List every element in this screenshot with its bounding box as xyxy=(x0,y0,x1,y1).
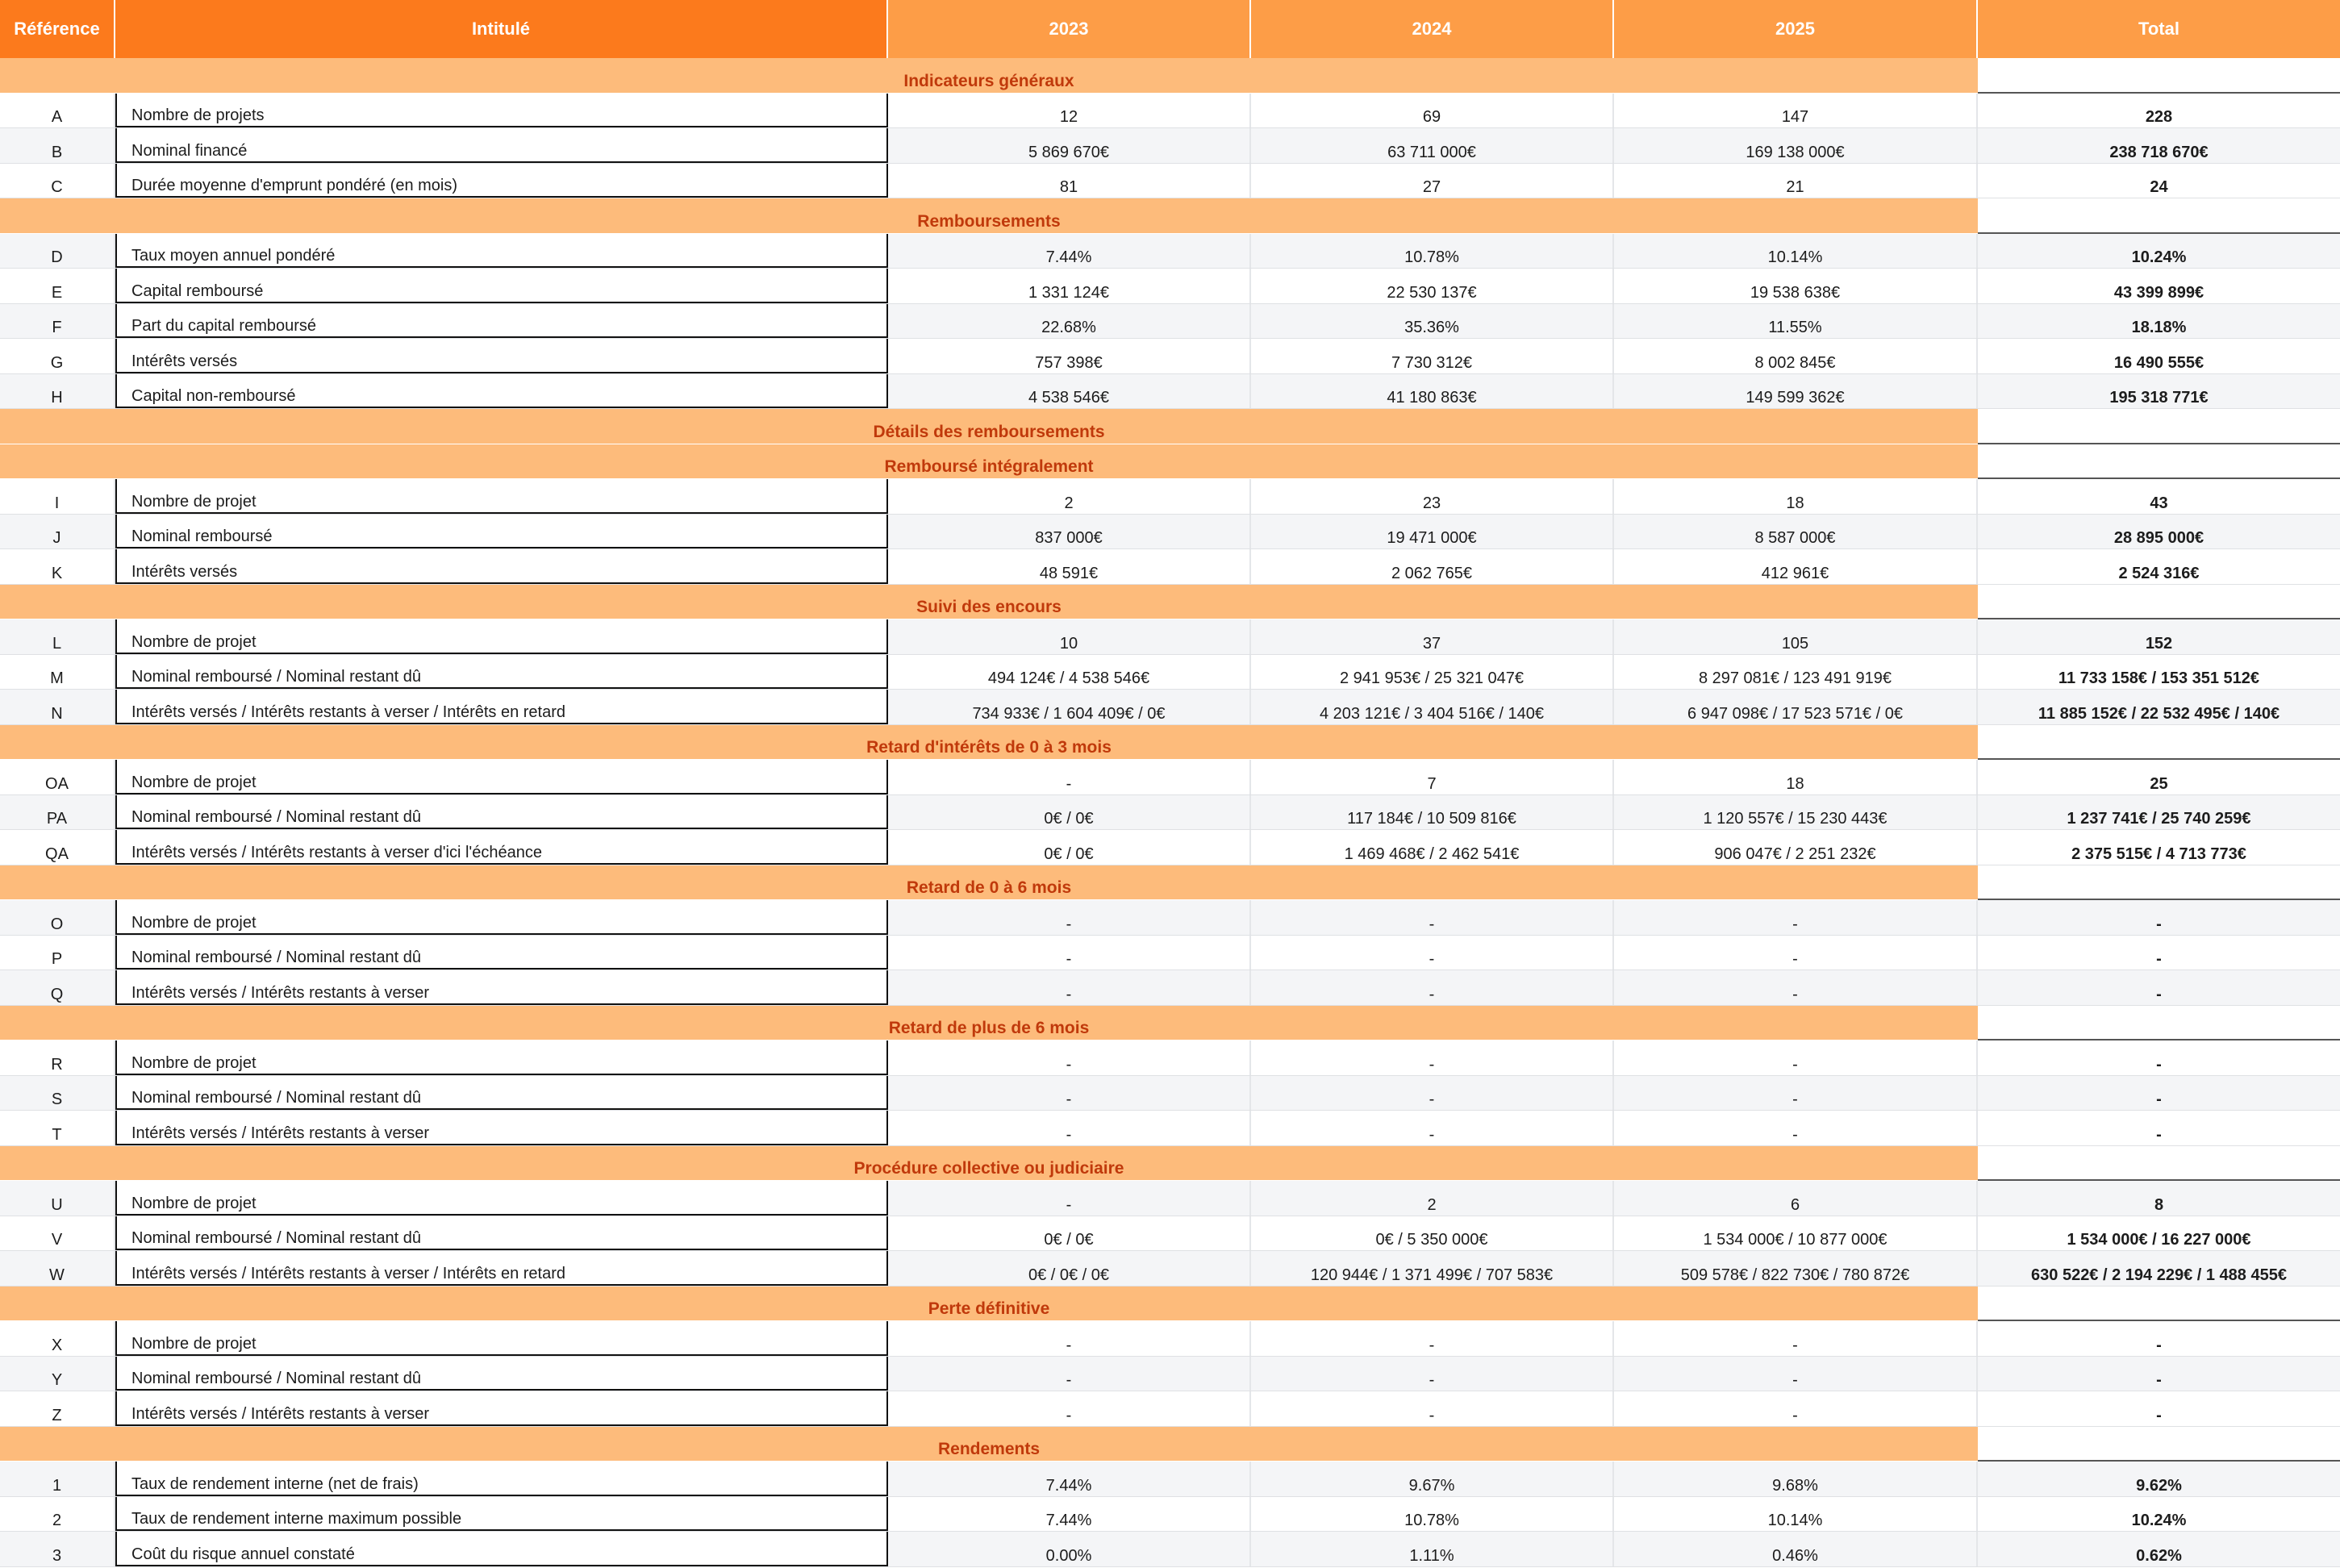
value-2023-cell[interactable]: 81 xyxy=(888,164,1251,198)
value-2025-cell[interactable]: 10.14% xyxy=(1614,1497,1978,1532)
total-cell[interactable]: 10.24% xyxy=(2131,248,2187,266)
table-row xyxy=(0,1181,2340,1216)
column-header-intitule[interactable]: Intitulé xyxy=(115,0,888,58)
total-cell[interactable]: - xyxy=(2156,1336,2162,1354)
total-cell[interactable]: 2 524 316€ xyxy=(2118,564,2200,582)
value-2023-cell[interactable]: 0€ / 0€ xyxy=(888,1216,1251,1251)
reference-cell[interactable]: U xyxy=(0,1181,115,1216)
value-2025-cell[interactable]: 509 578€ / 822 730€ / 780 872€ xyxy=(1614,1251,1978,1286)
value-2025-cell[interactable]: - xyxy=(1614,1321,1978,1356)
section-total-cell[interactable] xyxy=(1978,865,2340,901)
total-cell[interactable]: 1 237 741€ / 25 740 259€ xyxy=(2067,810,2251,828)
reference-cell[interactable]: X xyxy=(0,1321,115,1356)
label-cell[interactable]: Intérêts versés / Intérêts restants à verser / Intérêts en retard xyxy=(115,1251,888,1286)
table-row xyxy=(0,549,2340,585)
value-2025-cell[interactable]: 11.55% xyxy=(1614,304,1978,339)
reference-cell[interactable]: 1 xyxy=(0,1462,115,1496)
total-cell[interactable]: 1 534 000€ / 16 227 000€ xyxy=(2067,1231,2251,1249)
value-2023-cell[interactable]: - xyxy=(888,1040,1251,1075)
reference-cell[interactable]: N xyxy=(0,690,115,724)
section-header-row xyxy=(0,198,2340,234)
section-header-row xyxy=(0,58,2340,94)
total-cell[interactable]: 8 xyxy=(2154,1195,2164,1214)
total-cell[interactable]: 11 885 152€ / 22 532 495€ / 140€ xyxy=(2038,704,2280,723)
table-row xyxy=(0,760,2340,795)
value-2025-cell[interactable]: - xyxy=(1614,1040,1978,1075)
section-total-cell[interactable] xyxy=(1978,1006,2340,1041)
value-2023-cell[interactable]: 837 000€ xyxy=(888,515,1251,549)
section-total-cell[interactable] xyxy=(1978,725,2340,761)
total-cell[interactable]: - xyxy=(2156,985,2162,1003)
total-cell[interactable]: 195 318 771€ xyxy=(2109,389,2209,407)
table-row xyxy=(0,94,2340,129)
reference-cell[interactable]: H xyxy=(0,374,115,409)
value-2025-cell[interactable]: - xyxy=(1614,936,1978,970)
total-cell[interactable]: 0.62% xyxy=(2136,1546,2182,1565)
value-2024-cell[interactable]: 2 941 953€ / 25 321 047€ xyxy=(1251,655,1614,690)
total-cell[interactable]: 2 375 515€ / 4 713 773€ xyxy=(2071,844,2246,863)
label-cell[interactable]: Intérêts versés / Intérêts restants à verser / Intérêts en retard xyxy=(115,690,888,724)
section-total-cell[interactable] xyxy=(1978,585,2340,620)
label-cell[interactable]: Capital non-remboursé xyxy=(115,374,888,409)
value-2023-cell[interactable]: - xyxy=(888,970,1251,1005)
section-title: Retard d'intérêts de 0 à 3 mois xyxy=(0,725,1978,761)
value-2024-cell[interactable]: 1.11% xyxy=(1251,1532,1614,1566)
table-row xyxy=(0,304,2340,340)
value-2024-cell[interactable]: 27 xyxy=(1251,164,1614,198)
section-title: Indicateurs généraux xyxy=(0,58,1978,94)
value-2025-cell[interactable]: 10.14% xyxy=(1614,234,1978,269)
table-row xyxy=(0,1111,2340,1146)
value-2023-cell[interactable]: - xyxy=(888,1076,1251,1111)
label-cell[interactable]: Nombre de projet xyxy=(115,479,888,514)
table-row xyxy=(0,795,2340,831)
value-2023-cell[interactable]: 22.68% xyxy=(888,304,1251,339)
label-cell[interactable]: Nombre de projet xyxy=(115,900,888,935)
table-row xyxy=(0,655,2340,690)
value-2024-cell[interactable]: - xyxy=(1251,1076,1614,1111)
section-total-cell[interactable] xyxy=(1978,1146,2340,1182)
value-2025-cell[interactable]: - xyxy=(1614,1076,1978,1111)
section-header-row xyxy=(0,725,2340,761)
section-title: Retard de plus de 6 mois xyxy=(0,1006,1978,1041)
label-cell[interactable]: Intérêts versés xyxy=(115,339,888,373)
value-2024-cell[interactable]: - xyxy=(1251,1321,1614,1356)
reference-cell[interactable]: S xyxy=(0,1076,115,1111)
value-2023-cell[interactable]: - xyxy=(888,936,1251,970)
label-cell[interactable]: Nominal remboursé / Nominal restant dû xyxy=(115,1076,888,1111)
section-total-cell[interactable] xyxy=(1978,198,2340,234)
value-2024-cell[interactable]: 4 203 121€ / 3 404 516€ / 140€ xyxy=(1251,690,1614,724)
total-cell[interactable]: 152 xyxy=(2145,634,2173,653)
value-2023-cell[interactable]: 12 xyxy=(888,94,1251,128)
value-2024-cell[interactable]: 35.36% xyxy=(1251,304,1614,339)
table-row xyxy=(0,900,2340,936)
value-2024-cell[interactable]: - xyxy=(1251,970,1614,1005)
total-cell[interactable]: 228 xyxy=(2145,108,2173,126)
value-2024-cell[interactable]: 7 xyxy=(1251,760,1614,794)
value-2023-cell[interactable]: 7.44% xyxy=(888,1462,1251,1496)
value-2023-cell[interactable]: - xyxy=(888,760,1251,794)
value-2024-cell[interactable]: - xyxy=(1251,1391,1614,1426)
reference-cell[interactable]: PA xyxy=(0,795,115,830)
reference-cell[interactable]: 2 xyxy=(0,1497,115,1532)
section-title: Perte définitive xyxy=(0,1287,1978,1322)
reference-cell[interactable]: K xyxy=(0,549,115,584)
value-2025-cell[interactable]: 906 047€ / 2 251 232€ xyxy=(1614,830,1978,865)
total-cell[interactable]: 28 895 000€ xyxy=(2113,529,2204,547)
reference-cell[interactable]: V xyxy=(0,1216,115,1251)
value-2025-cell[interactable]: 21 xyxy=(1614,164,1978,198)
value-2025-cell[interactable]: 169 138 000€ xyxy=(1614,128,1978,163)
value-2024-cell[interactable]: - xyxy=(1251,1111,1614,1145)
table-row xyxy=(0,339,2340,374)
value-2023-cell[interactable]: 1 331 124€ xyxy=(888,269,1251,303)
value-2024-cell[interactable]: 2 062 765€ xyxy=(1251,549,1614,584)
value-2023-cell[interactable]: 48 591€ xyxy=(888,549,1251,584)
reference-cell[interactable]: G xyxy=(0,339,115,373)
label-cell[interactable]: Nominal remboursé / Nominal restant dû xyxy=(115,655,888,690)
reference-cell[interactable]: Q xyxy=(0,970,115,1005)
value-2024-cell[interactable]: 19 471 000€ xyxy=(1251,515,1614,549)
table-row xyxy=(0,1462,2340,1497)
total-cell[interactable]: 16 490 555€ xyxy=(2113,353,2204,372)
label-cell[interactable]: Nominal remboursé / Nominal restant dû xyxy=(115,1216,888,1251)
reference-cell[interactable]: F xyxy=(0,304,115,339)
reference-cell[interactable]: B xyxy=(0,128,115,163)
table-header-row xyxy=(0,0,2340,58)
section-header-row xyxy=(0,1287,2340,1322)
column-header-total[interactable]: Total xyxy=(1978,0,2340,58)
label-cell[interactable]: Coût du risque annuel constaté xyxy=(115,1532,888,1566)
table-row xyxy=(0,1040,2340,1076)
total-cell[interactable]: - xyxy=(2156,1406,2162,1424)
reference-cell[interactable]: I xyxy=(0,479,115,514)
value-2024-cell[interactable]: 41 180 863€ xyxy=(1251,374,1614,409)
total-cell[interactable]: 630 522€ / 2 194 229€ / 1 488 455€ xyxy=(2031,1266,2287,1284)
value-2025-cell[interactable]: 412 961€ xyxy=(1614,549,1978,584)
total-cell[interactable]: - xyxy=(2156,1055,2162,1074)
table-row xyxy=(0,830,2340,865)
value-2023-cell[interactable]: 0.00% xyxy=(888,1532,1251,1566)
label-cell[interactable]: Intérêts versés xyxy=(115,549,888,584)
value-2024-cell[interactable]: 9.67% xyxy=(1251,1462,1614,1496)
total-cell[interactable]: 43 399 899€ xyxy=(2113,283,2204,302)
value-2025-cell[interactable]: 8 587 000€ xyxy=(1614,515,1978,549)
table-row xyxy=(0,1532,2340,1567)
label-cell[interactable]: Nominal remboursé xyxy=(115,515,888,549)
value-2025-cell[interactable]: - xyxy=(1614,900,1978,935)
section-header-row xyxy=(0,585,2340,620)
table-row xyxy=(0,970,2340,1006)
total-cell[interactable]: 238 718 670€ xyxy=(2109,143,2209,161)
value-2025-cell[interactable]: 9.68% xyxy=(1614,1462,1978,1496)
label-cell[interactable]: Intérêts versés / Intérêts restants à verser d'ici l'échéance xyxy=(115,830,888,865)
value-2024-cell[interactable]: - xyxy=(1251,900,1614,935)
value-2023-cell[interactable]: 0€ / 0€ / 0€ xyxy=(888,1251,1251,1286)
value-2023-cell[interactable]: 0€ / 0€ xyxy=(888,830,1251,865)
value-2024-cell[interactable]: 22 530 137€ xyxy=(1251,269,1614,303)
total-cell[interactable]: - xyxy=(2156,950,2162,968)
total-cell[interactable]: - xyxy=(2156,1371,2162,1389)
table-row xyxy=(0,1216,2340,1252)
table-row xyxy=(0,619,2340,655)
section-title: Détails des remboursements xyxy=(0,409,1978,444)
label-cell[interactable]: Nominal remboursé / Nominal restant dû xyxy=(115,1357,888,1391)
value-2023-cell[interactable]: 7.44% xyxy=(888,234,1251,269)
value-2023-cell[interactable]: 757 398€ xyxy=(888,339,1251,373)
table-row xyxy=(0,1357,2340,1392)
section-total-cell[interactable] xyxy=(1978,409,2340,444)
section-header-row xyxy=(0,1427,2340,1462)
table-row xyxy=(0,515,2340,550)
reference-cell[interactable]: M xyxy=(0,655,115,690)
table-row xyxy=(0,1321,2340,1357)
label-cell[interactable]: Nominal remboursé / Nominal restant dû xyxy=(115,795,888,830)
value-2024-cell[interactable]: 37 xyxy=(1251,619,1614,654)
value-2024-cell[interactable]: 1 469 468€ / 2 462 541€ xyxy=(1251,830,1614,865)
label-cell[interactable]: Intérêts versés / Intérêts restants à verser xyxy=(115,970,888,1005)
total-cell[interactable]: - xyxy=(2156,1125,2162,1144)
section-header-row xyxy=(0,409,2340,444)
section-header-row xyxy=(0,1006,2340,1041)
label-cell[interactable]: Nombre de projet xyxy=(115,1040,888,1075)
section-total-cell[interactable] xyxy=(1978,1427,2340,1462)
section-title: Suivi des encours xyxy=(0,585,1978,620)
table-row xyxy=(0,164,2340,199)
value-2025-cell[interactable]: 1 534 000€ / 10 877 000€ xyxy=(1614,1216,1978,1251)
value-2023-cell[interactable]: - xyxy=(888,1111,1251,1145)
reference-cell[interactable]: D xyxy=(0,234,115,269)
label-cell[interactable]: Part du capital remboursé xyxy=(115,304,888,339)
value-2025-cell[interactable]: - xyxy=(1614,970,1978,1005)
value-2025-cell[interactable]: 8 297 081€ / 123 491 919€ xyxy=(1614,655,1978,690)
label-cell[interactable]: Intérêts versés / Intérêts restants à verser xyxy=(115,1111,888,1145)
column-header-2023[interactable]: 2023 xyxy=(888,0,1251,58)
table-row xyxy=(0,234,2340,269)
value-2025-cell[interactable]: - xyxy=(1614,1111,1978,1145)
section-total-cell[interactable] xyxy=(1978,444,2340,480)
value-2024-cell[interactable]: 2 xyxy=(1251,1181,1614,1216)
value-2025-cell[interactable]: 8 002 845€ xyxy=(1614,339,1978,373)
value-2025-cell[interactable]: 0.46% xyxy=(1614,1532,1978,1566)
label-cell[interactable]: Nombre de projet xyxy=(115,619,888,654)
table-row xyxy=(0,1497,2340,1533)
value-2025-cell[interactable]: - xyxy=(1614,1357,1978,1391)
reference-cell[interactable]: E xyxy=(0,269,115,303)
table-row xyxy=(0,1076,2340,1111)
value-2024-cell[interactable]: 10.78% xyxy=(1251,1497,1614,1532)
total-cell[interactable]: - xyxy=(2156,915,2162,933)
table-row xyxy=(0,374,2340,410)
table-row xyxy=(0,1251,2340,1287)
value-2024-cell[interactable]: - xyxy=(1251,936,1614,970)
reference-cell[interactable]: C xyxy=(0,164,115,198)
column-header-2025[interactable]: 2025 xyxy=(1614,0,1978,58)
table-row xyxy=(0,269,2340,304)
reference-cell[interactable]: 3 xyxy=(0,1532,115,1566)
value-2025-cell[interactable]: 18 xyxy=(1614,760,1978,794)
section-title: Remboursements xyxy=(0,198,1978,234)
column-header-2024[interactable]: 2024 xyxy=(1251,0,1614,58)
value-2023-cell[interactable]: 7.44% xyxy=(888,1497,1251,1532)
reference-cell[interactable]: T xyxy=(0,1111,115,1145)
total-cell[interactable]: 9.62% xyxy=(2136,1476,2182,1495)
label-cell[interactable]: Intérêts versés / Intérêts restants à verser xyxy=(115,1391,888,1426)
value-2025-cell[interactable]: 105 xyxy=(1614,619,1978,654)
table-row xyxy=(0,128,2340,164)
label-cell[interactable]: Nombre de projet xyxy=(115,760,888,794)
table-row xyxy=(0,936,2340,971)
label-cell[interactable]: Nominal remboursé / Nominal restant dû xyxy=(115,936,888,970)
label-cell[interactable]: Taux de rendement interne maximum possible xyxy=(115,1497,888,1532)
value-2024-cell[interactable]: 120 944€ / 1 371 499€ / 707 583€ xyxy=(1251,1251,1614,1286)
value-2025-cell[interactable]: 147 xyxy=(1614,94,1978,128)
value-2023-cell[interactable]: 734 933€ / 1 604 409€ / 0€ xyxy=(888,690,1251,724)
section-title: Rendements xyxy=(0,1427,1978,1462)
label-cell[interactable]: Taux de rendement interne (net de frais) xyxy=(115,1462,888,1496)
value-2025-cell[interactable]: 19 538 638€ xyxy=(1614,269,1978,303)
section-header-row xyxy=(0,1146,2340,1182)
reference-cell[interactable]: O xyxy=(0,900,115,935)
section-total-cell[interactable] xyxy=(1978,58,2340,94)
value-2025-cell[interactable]: - xyxy=(1614,1391,1978,1426)
value-2025-cell[interactable]: 149 599 362€ xyxy=(1614,374,1978,409)
total-cell[interactable]: 18.18% xyxy=(2131,319,2187,336)
value-2023-cell[interactable]: 494 124€ / 4 538 546€ xyxy=(888,655,1251,690)
section-header-row xyxy=(0,865,2340,901)
value-2024-cell[interactable]: - xyxy=(1251,1357,1614,1391)
section-header-row xyxy=(0,444,2340,480)
label-cell[interactable]: Nominal financé xyxy=(115,128,888,163)
reference-cell[interactable]: L xyxy=(0,619,115,654)
value-2024-cell[interactable]: 0€ / 5 350 000€ xyxy=(1251,1216,1614,1251)
value-2024-cell[interactable]: - xyxy=(1251,1040,1614,1075)
section-total-cell[interactable] xyxy=(1978,1287,2340,1322)
table-row xyxy=(0,1391,2340,1427)
section-title: Remboursé intégralement xyxy=(0,444,1978,480)
value-2023-cell[interactable]: - xyxy=(888,1391,1251,1426)
column-header-reference[interactable]: Référence xyxy=(0,0,115,58)
section-title: Procédure collective ou judiciaire xyxy=(0,1146,1978,1182)
value-2023-cell[interactable]: - xyxy=(888,1321,1251,1356)
section-title: Retard de 0 à 6 mois xyxy=(0,865,1978,901)
value-2025-cell[interactable]: 18 xyxy=(1614,479,1978,514)
label-cell[interactable]: Capital remboursé xyxy=(115,269,888,303)
reference-cell[interactable]: A xyxy=(0,94,115,128)
value-2025-cell[interactable]: 1 120 557€ / 15 230 443€ xyxy=(1614,795,1978,830)
value-2023-cell[interactable]: - xyxy=(888,900,1251,935)
value-2023-cell[interactable]: 4 538 546€ xyxy=(888,374,1251,409)
value-2023-cell[interactable]: 2 xyxy=(888,479,1251,514)
value-2023-cell[interactable]: - xyxy=(888,1181,1251,1216)
table-row xyxy=(0,479,2340,515)
reference-cell[interactable]: W xyxy=(0,1251,115,1286)
value-2024-cell[interactable]: 10.78% xyxy=(1251,234,1614,269)
value-2023-cell[interactable]: 10 xyxy=(888,619,1251,654)
reference-cell[interactable]: QA xyxy=(0,830,115,865)
value-2023-cell[interactable]: - xyxy=(888,1357,1251,1391)
reference-cell[interactable]: R xyxy=(0,1040,115,1075)
reference-cell[interactable]: Y xyxy=(0,1357,115,1391)
value-2024-cell[interactable]: 117 184€ / 10 509 816€ xyxy=(1251,795,1614,830)
reference-cell[interactable]: J xyxy=(0,515,115,549)
table-row xyxy=(0,690,2340,725)
value-2025-cell[interactable]: 6 xyxy=(1614,1181,1978,1216)
label-cell[interactable]: Durée moyenne d'emprunt pondéré (en mois) xyxy=(115,164,888,198)
total-cell[interactable]: 24 xyxy=(2150,178,2168,196)
reference-cell[interactable]: OA xyxy=(0,760,115,794)
value-2025-cell[interactable]: 6 947 098€ / 17 523 571€ / 0€ xyxy=(1614,690,1978,724)
total-cell[interactable]: 25 xyxy=(2150,774,2168,793)
reference-cell[interactable]: P xyxy=(0,936,115,970)
total-cell[interactable]: 43 xyxy=(2150,494,2168,512)
label-cell[interactable]: Nombre de projet xyxy=(115,1181,888,1216)
total-cell[interactable]: 11 733 158€ / 153 351 512€ xyxy=(2058,669,2260,687)
value-2024-cell[interactable]: 69 xyxy=(1251,94,1614,128)
label-cell[interactable]: Nombre de projet xyxy=(115,1321,888,1356)
value-2023-cell[interactable]: 0€ / 0€ xyxy=(888,795,1251,830)
label-cell[interactable]: Taux moyen annuel pondéré xyxy=(115,234,888,269)
value-2024-cell[interactable]: 23 xyxy=(1251,479,1614,514)
value-2024-cell[interactable]: 63 711 000€ xyxy=(1251,128,1614,163)
total-cell[interactable]: - xyxy=(2156,1091,2162,1108)
value-2023-cell[interactable]: 5 869 670€ xyxy=(888,128,1251,163)
reference-cell[interactable]: Z xyxy=(0,1391,115,1426)
value-2024-cell[interactable]: 7 730 312€ xyxy=(1251,339,1614,373)
label-cell[interactable]: Nombre de projets xyxy=(115,94,888,128)
total-cell[interactable]: 10.24% xyxy=(2131,1512,2187,1529)
